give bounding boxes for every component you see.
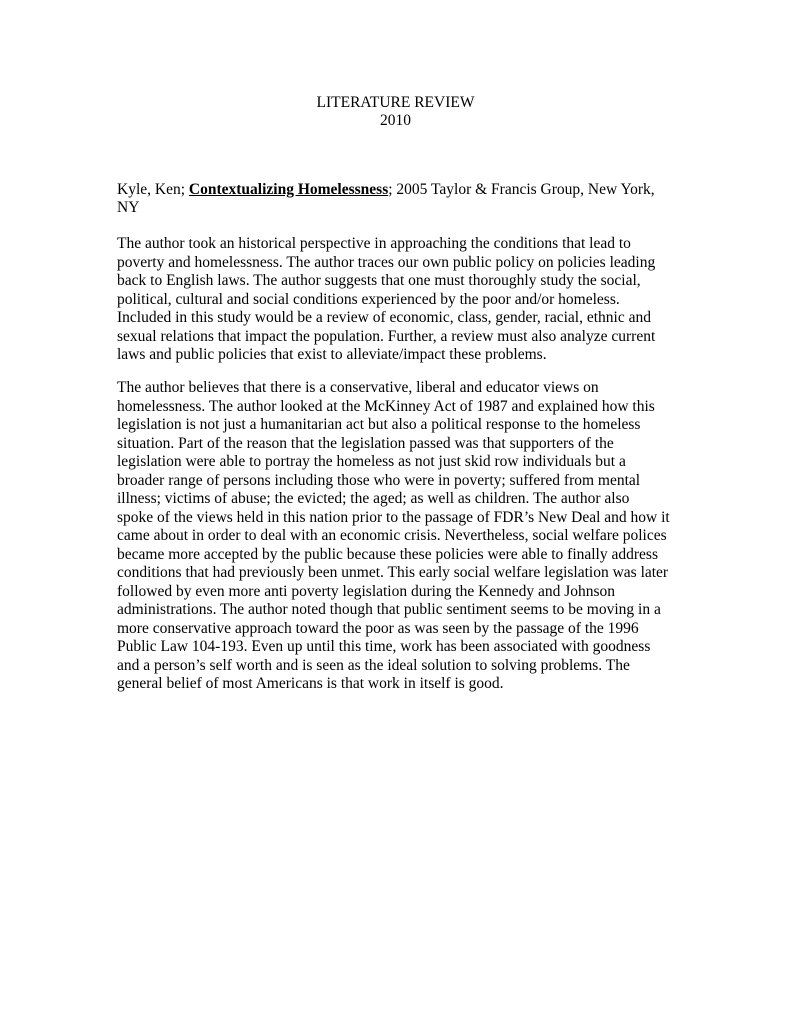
document-header: [0, 94, 791, 130]
document-title: LITERATURE REVIEW: [316, 94, 475, 111]
citation: [117, 181, 677, 217]
citation-publication: ; 2005 Taylor & Francis Group, New York, NY: [117, 181, 655, 216]
citation-author: Kyle, Ken;: [117, 181, 189, 198]
paragraph-views: The author believes that there is a conservative, liberal and educator views on homelessness. The author looked at the McKinney Act of 1987 and explained how this legislation is not just a humanitarian act but also a political response to the homeless situation. Part of the reason that the legislation passed was that supporters of the legislation were able to portray the homeless as not just skid row individuals but a broader range of persons including those who were in poverty; suffered from mental illness; victims of abuse; the evicted; the aged; as well as children. The author also spoke of the views held in this nation prior to the passage of FDR’s New Deal and how it came about in order to deal with an economic crisis. Nevertheless, social welfare polices became more accepted by the public because these policies were able to finally address conditions that had previously been unmet. This early social welfare legislation was later followed by even more anti poverty legislation during the Kennedy and Johnson administrations. The author noted though that public sentiment seems to be moving in a more conservative approach toward the poor as was seen by the passage of the 1996 Public Law 104-193. Even up until this time, work has been associated with goodness and a person’s self worth and is seen as the ideal solution to solving problems. The general belief of most Americans is that work in itself is good.: [117, 379, 670, 692]
paragraph-summary: The author took an historical perspective in approaching the conditions that lead to poverty and homelessness. The author traces our own public policy on policies leading back to English laws. The author suggests that one must thoroughly study the social, political, cultural and social conditions experienced by the poor and/or homeless. Included in this study would be a review of economic, class, gender, racial, ethnic and sexual relations that impact the population. Further, a review must also analyze current laws and public policies that exist to alleviate/impact these problems.: [117, 235, 656, 363]
document-year: 2010: [380, 112, 411, 129]
citation-book-title: Contextualizing Homelessness: [188, 181, 389, 198]
